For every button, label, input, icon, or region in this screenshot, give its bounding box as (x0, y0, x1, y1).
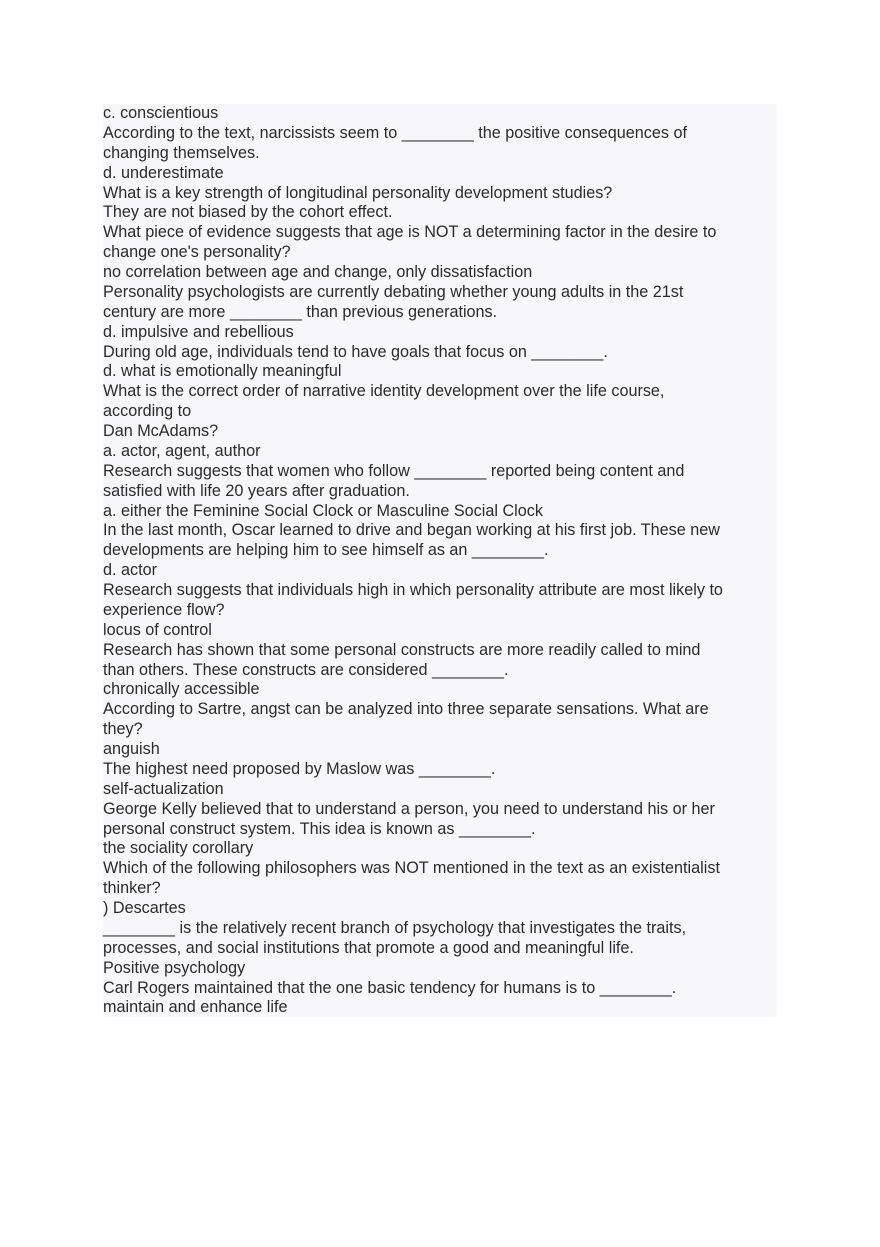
text-line: anguish (103, 740, 160, 758)
text-line: According to the text, narcissists seem to ________ the positive consequences of (103, 123, 687, 142)
text-line: According to Sartre, angst can be analyzed into three separate sensations. What are (103, 700, 709, 719)
text-line: George Kelly believed that to understand a person, you need to understand his or her (103, 799, 715, 818)
text-line: Research suggests that women who follow ________ reported being content and (103, 461, 685, 480)
text-line: change one's personality? (103, 243, 291, 262)
text-line: they? (103, 720, 143, 739)
text-line: d. actor (103, 561, 157, 580)
text-line: maintain and enhance life (103, 998, 288, 1017)
text-line: Research suggests that individuals high in which personality attribute are most likely to (103, 581, 723, 599)
text-line: d. what is emotionally meaningful (103, 362, 342, 381)
text-line: a. actor, agent, author (103, 441, 261, 460)
text-line: c. conscientious (103, 104, 219, 122)
text-line: a. either the Feminine Social Clock or Masculine Social Clock (103, 501, 543, 520)
text-line: What piece of evidence suggests that age is NOT a determining factor in the desire to (103, 223, 717, 242)
text-line: Research has shown that some personal constructs are more readily called to mind (103, 640, 701, 659)
text-line: locus of control (103, 620, 212, 639)
text-line: changing themselves. (103, 143, 260, 162)
text-line: than others. These constructs are considered ________. (103, 660, 509, 679)
text-line: ________ is the relatively recent branch of psychology that investigates the traits, (103, 918, 687, 937)
text-line: What is the correct order of narrative identity development over the life course, (103, 382, 665, 401)
text-line: They are not biased by the cohort effect. (103, 203, 393, 222)
text-line: self-actualization (103, 779, 224, 798)
text-line: chronically accessible (103, 680, 260, 699)
text-line: Dan McAdams? (103, 422, 219, 440)
text-line: thinker? (103, 879, 161, 898)
text-line: the sociality corollary (103, 839, 254, 858)
text-line: century are more ________ than previous generations. (103, 302, 498, 321)
text-line: experience flow? (103, 600, 225, 619)
text-line: The highest need proposed by Maslow was ________. (103, 759, 496, 778)
text-line: personal construct system. This idea is known as ________. (103, 819, 536, 838)
text-line: Positive psychology (103, 958, 246, 977)
text-lines (103, 104, 777, 1018)
text-line: What is a key strength of longitudinal personality development studies? (103, 183, 613, 202)
text-line: Personality psychologists are currently debating whether young adults in the 21st (103, 282, 684, 301)
text-line: Carl Rogers maintained that the one basic tendency for humans is to ________. (103, 978, 677, 997)
text-line: d. impulsive and rebellious (103, 322, 294, 341)
text-line: d. underestimate (103, 163, 224, 182)
text-line: satisfied with life 20 years after graduation. (103, 481, 410, 500)
text-block (103, 104, 777, 1017)
text-line: no correlation between age and change, only dissatisfaction (103, 263, 533, 281)
text-line: developments are helping him to see himself as an ________. (103, 541, 549, 560)
text-line: according to (103, 402, 192, 421)
text-line: Which of the following philosophers was NOT mentioned in the text as an existentialist (103, 859, 720, 878)
text-line: ) Descartes (103, 899, 186, 917)
text-line: In the last month, Oscar learned to drive and began working at his first job. These new (103, 521, 720, 540)
text-line: During old age, individuals tend to have goals that focus on ________. (103, 342, 608, 361)
text-line: processes, and social institutions that promote a good and meaningful life. (103, 938, 634, 957)
